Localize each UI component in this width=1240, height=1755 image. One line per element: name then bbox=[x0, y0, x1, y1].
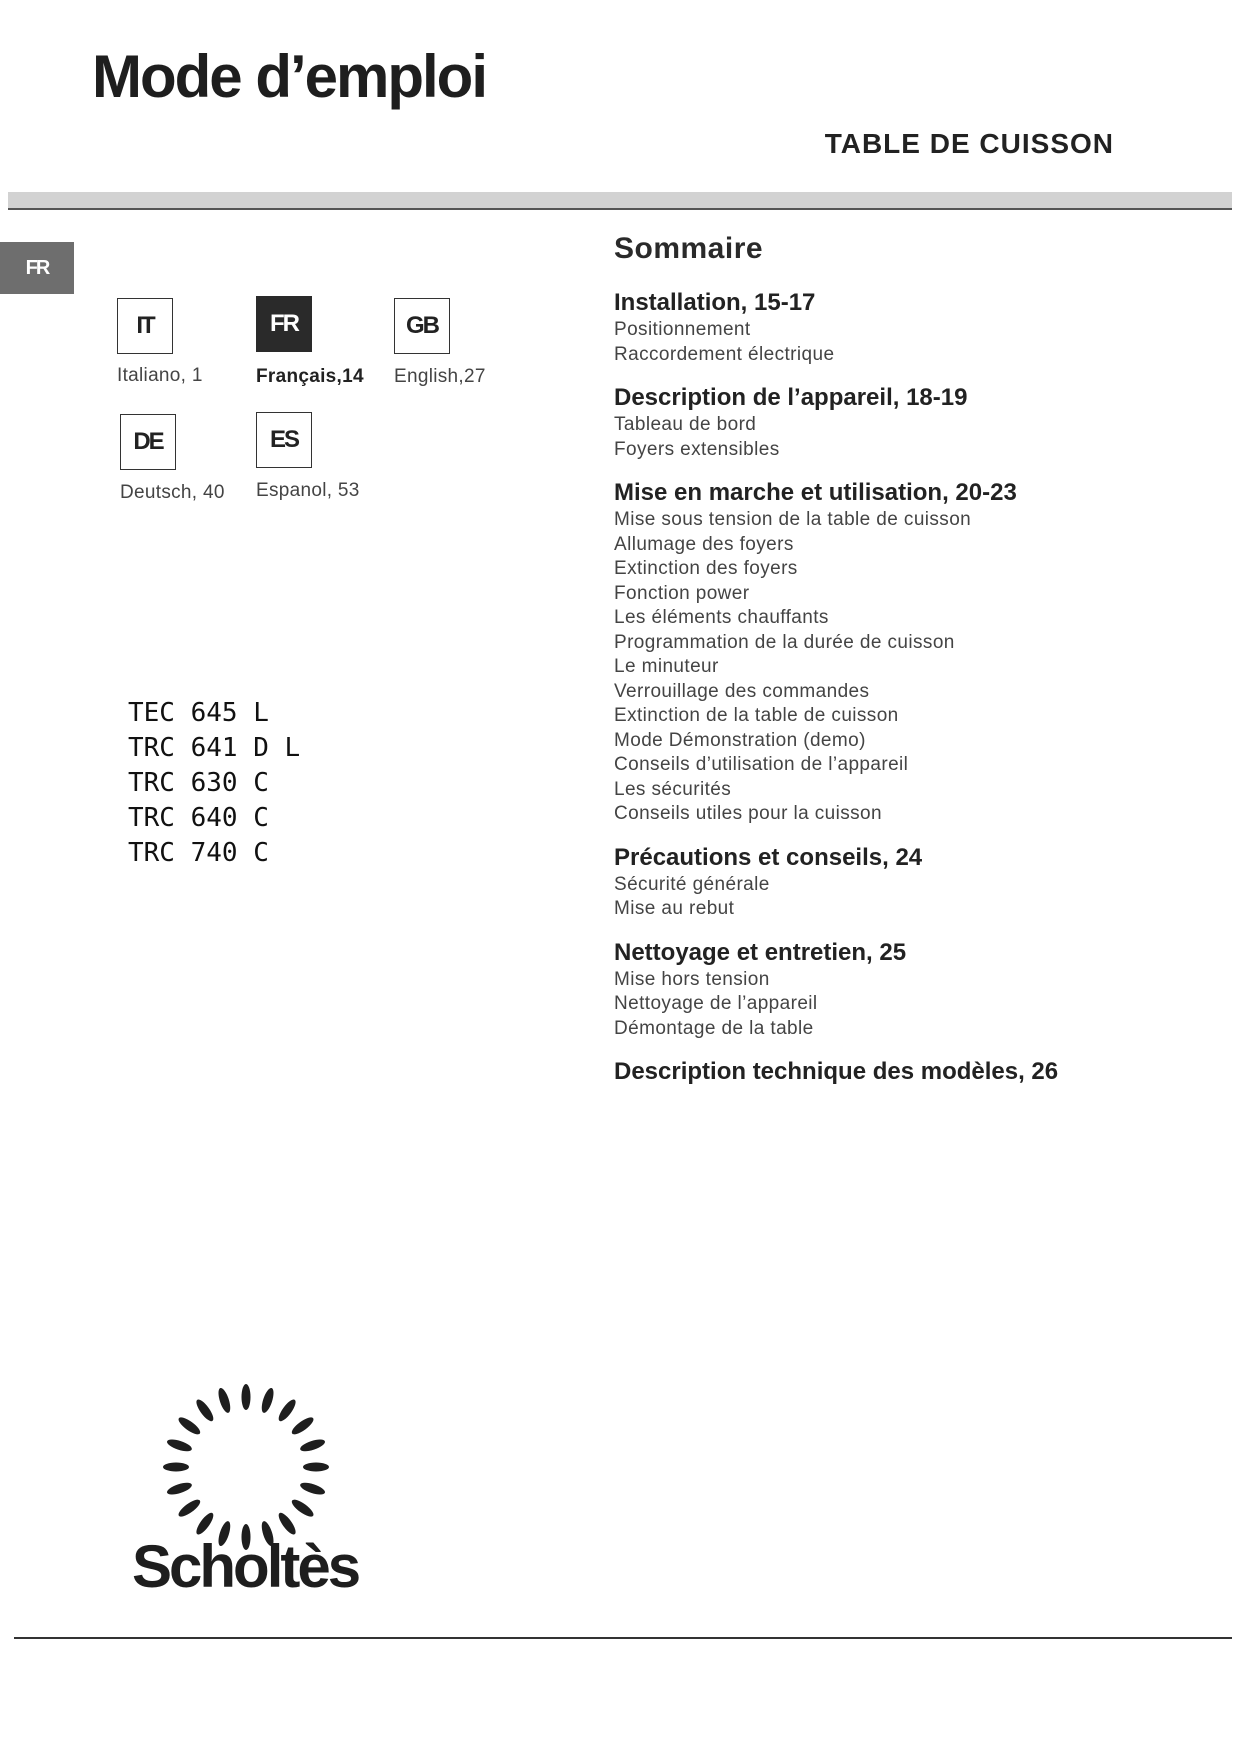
header-divider bbox=[8, 192, 1232, 210]
footer-divider bbox=[14, 1637, 1232, 1639]
lang-box-it[interactable]: IT bbox=[117, 298, 173, 354]
toc-item[interactable]: Conseils utiles pour la cuisson bbox=[614, 803, 882, 824]
lang-label-it[interactable]: Italiano, 1 bbox=[117, 365, 203, 386]
toc-title: Sommaire bbox=[614, 232, 764, 265]
toc-heading[interactable]: Précautions et conseils, 24 bbox=[614, 843, 923, 871]
lang-box-es[interactable]: ES bbox=[256, 412, 312, 468]
toc-sections bbox=[614, 288, 1214, 1087]
toc-item[interactable]: Extinction de la table de cuisson bbox=[614, 705, 899, 726]
toc-item[interactable]: Verrouillage des commandes bbox=[614, 680, 870, 702]
toc-item[interactable]: Tableau de bord bbox=[614, 414, 757, 435]
toc-item[interactable]: Le minuteur bbox=[614, 656, 719, 677]
sun-ray bbox=[176, 1415, 202, 1438]
model-list bbox=[128, 696, 300, 871]
sun-ray bbox=[289, 1415, 315, 1438]
toc-section bbox=[614, 383, 1214, 462]
sun-ray bbox=[166, 1437, 194, 1454]
lang-label-gb[interactable]: English,27 bbox=[394, 366, 486, 387]
toc-section bbox=[614, 843, 1214, 922]
lang-label-de[interactable]: Deutsch, 40 bbox=[120, 482, 225, 503]
toc-item[interactable]: Les éléments chauffants bbox=[614, 607, 829, 628]
page-title: Mode d’emploi bbox=[92, 43, 486, 110]
lang-box-de[interactable]: DE bbox=[120, 414, 176, 470]
toc-item[interactable]: Mise hors tension bbox=[614, 968, 770, 990]
sun-ray bbox=[289, 1497, 315, 1520]
toc-heading[interactable]: Installation, 15-17 bbox=[614, 289, 816, 316]
sun-ray bbox=[299, 1480, 327, 1497]
toc-heading[interactable]: Description de l’appareil, 18-19 bbox=[614, 384, 968, 411]
sun-ray bbox=[299, 1437, 327, 1454]
toc-item[interactable]: Positionnement bbox=[614, 319, 751, 340]
toc-heading[interactable]: Nettoyage et entretien, 25 bbox=[614, 938, 907, 966]
toc-item[interactable]: Allumage des foyers bbox=[614, 533, 794, 555]
toc-item[interactable]: Démontage de la table bbox=[614, 1017, 814, 1039]
sun-ray bbox=[216, 1387, 233, 1415]
sun-ray bbox=[303, 1463, 329, 1472]
toc-item[interactable]: Extinction des foyers bbox=[614, 558, 798, 579]
lang-box-gb[interactable]: GB bbox=[394, 298, 450, 354]
toc-item[interactable]: Fonction power bbox=[614, 582, 750, 604]
toc-item[interactable]: Conseils d’utilisation de l’appareil bbox=[614, 754, 909, 775]
toc-item[interactable]: Mise sous tension de la table de cuisson bbox=[614, 509, 972, 530]
model-name: TEC 645 L bbox=[128, 698, 269, 728]
model-name: TRC 641 D L bbox=[128, 733, 301, 763]
lang-label-es[interactable]: Espanol, 53 bbox=[256, 480, 360, 501]
toc-item[interactable]: Les sécurités bbox=[614, 778, 732, 800]
table-of-contents bbox=[614, 232, 1214, 1103]
model-name: TRC 630 C bbox=[128, 768, 269, 798]
sun-ray bbox=[163, 1463, 189, 1472]
product-type: TABLE DE CUISSON bbox=[824, 128, 1114, 159]
language-side-tab: FR bbox=[0, 242, 74, 294]
toc-heading[interactable]: Description technique des modèles, 26 bbox=[614, 1058, 1059, 1085]
sun-ray bbox=[276, 1397, 299, 1423]
sun-ray bbox=[259, 1387, 276, 1415]
model-name: TRC 740 C bbox=[128, 838, 269, 868]
toc-item[interactable]: Mode Démonstration (demo) bbox=[614, 729, 866, 751]
toc-section bbox=[614, 288, 1214, 367]
lang-box-fr[interactable]: FR bbox=[256, 296, 312, 352]
toc-section bbox=[614, 938, 1214, 1042]
model-name: TRC 640 C bbox=[128, 803, 269, 833]
sun-ray bbox=[242, 1384, 251, 1410]
sun-ray bbox=[176, 1497, 202, 1520]
lang-label-fr[interactable]: Français,14 bbox=[256, 366, 364, 387]
sun-ray bbox=[194, 1397, 217, 1423]
toc-item[interactable]: Sécurité générale bbox=[614, 873, 770, 895]
toc-heading[interactable]: Mise en marche et utilisation, 20-23 bbox=[614, 479, 1017, 506]
sun-ray bbox=[166, 1480, 194, 1497]
toc-section bbox=[614, 1057, 1214, 1087]
toc-item[interactable]: Nettoyage de l’appareil bbox=[614, 993, 818, 1014]
toc-item[interactable]: Foyers extensibles bbox=[614, 438, 780, 460]
brand-logo: Scholtès bbox=[132, 1533, 359, 1600]
toc-item[interactable]: Raccordement électrique bbox=[614, 343, 835, 365]
toc-item[interactable]: Programmation de la durée de cuisson bbox=[614, 631, 955, 653]
toc-item[interactable]: Mise au rebut bbox=[614, 898, 735, 919]
toc-section bbox=[614, 478, 1214, 827]
